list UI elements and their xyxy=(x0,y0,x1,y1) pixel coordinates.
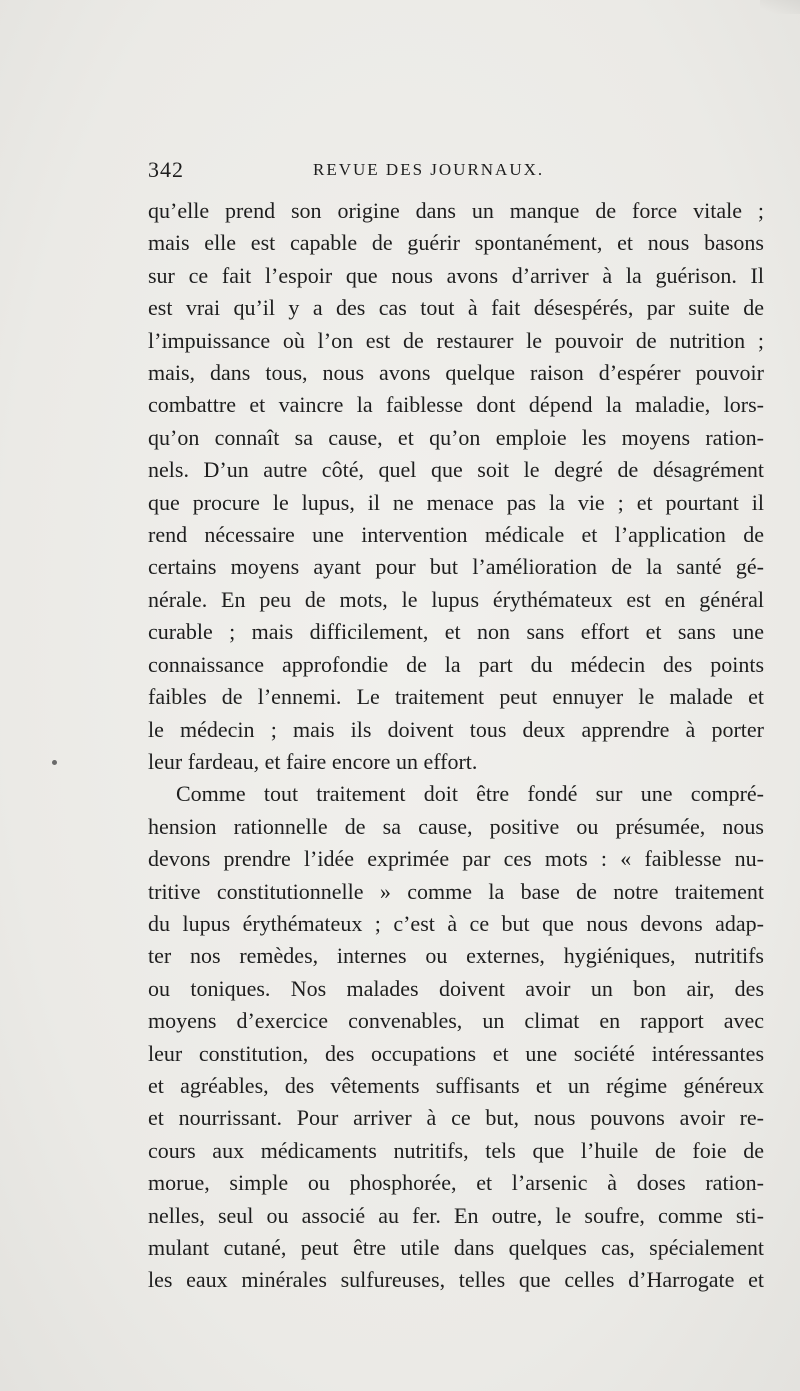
text-line: qu’on connaît sa cause, et qu’on emploie les moyens ration- xyxy=(148,424,764,450)
text-line: est vrai qu’il y a des cas tout à fait désespérés, par suite de xyxy=(148,295,764,321)
page-header xyxy=(148,157,762,187)
text-line: cours aux médicaments nutritifs, tels que l’huile de foie de xyxy=(148,1137,764,1163)
text-line: moyens d’exercice convenables, un climat en rapport avec xyxy=(148,1008,764,1034)
text-line: qu’elle prend son origine dans un manque de force vitale ; xyxy=(148,198,764,223)
text-line: l’impuissance où l’on est de restaurer le pouvoir de nutrition ; xyxy=(148,327,764,353)
text-line: nelles, seul ou associé au fer. En outre, le soufre, comme sti- xyxy=(148,1202,764,1228)
text-line: curable ; mais difficilement, et non sans effort et sans une xyxy=(148,619,764,645)
text-line: connaissance approfondie de la part du médecin des points xyxy=(148,651,764,677)
text-line: devons prendre l’idée exprimée par ces mots : « faiblesse nu- xyxy=(148,846,764,872)
text-line: rend nécessaire une intervention médicale et l’application de xyxy=(148,522,764,548)
text-line: mulant cutané, peut être utile dans quelques cas, spécialement xyxy=(148,1235,764,1260)
text-line: que procure le lupus, il ne menace pas la vie ; et pourtant il xyxy=(148,489,764,515)
text-line: et nourrissant. Pour arriver à ce but, nous pouvons avoir re- xyxy=(148,1105,764,1131)
text-line: nérale. En peu de mots, le lupus érythémateux est en général xyxy=(148,586,764,612)
text-line: le médecin ; mais ils doivent tous deux apprendre à porter xyxy=(148,716,764,742)
text-line: leur fardeau, et faire encore un effort. xyxy=(148,748,478,774)
text-line: Comme tout traitement doit être fondé sur une compré- xyxy=(176,781,764,807)
text-line: combattre et vaincre la faiblesse dont dépend la maladie, lors- xyxy=(148,392,764,418)
text-line: certains moyens ayant pour but l’amélioration de la santé gé- xyxy=(148,554,764,580)
body-text xyxy=(148,195,764,1297)
paragraph-2 xyxy=(148,778,764,1297)
text-line: du lupus érythémateux ; c’est à ce but que nous devons adap- xyxy=(148,910,764,936)
running-head: REVUE DES JOURNAUX. xyxy=(313,160,545,179)
page-number: 342 xyxy=(148,157,184,182)
text-line: leur constitution, des occupations et une société intéressantes xyxy=(148,1040,764,1066)
page-corner-shadow xyxy=(760,0,800,14)
text-line: et agréables, des vêtements suffisants et un régime généreux xyxy=(148,1072,764,1098)
text-line: tritive constitutionnelle » comme la base de notre traitement xyxy=(148,878,764,904)
text-line: ter nos remèdes, internes ou externes, hygiéniques, nutritifs xyxy=(148,943,764,969)
text-line: morue, simple ou phosphorée, et l’arsenic à doses ration- xyxy=(148,1170,764,1196)
text-line: faibles de l’ennemi. Le traitement peut ennuyer le malade et xyxy=(148,684,764,710)
text-line: nels. D’un autre côté, quel que soit le degré de désagrément xyxy=(148,457,764,483)
text-line: les eaux minérales sulfureuses, telles que celles d’Harrogate et xyxy=(148,1267,764,1293)
text-line: mais, dans tous, nous avons quelque raison d’espérer pouvoir xyxy=(148,360,764,386)
text-line: sur ce fait l’espoir que nous avons d’arriver à la guérison. Il xyxy=(148,262,764,288)
text-line: mais elle est capable de guérir spontanément, et nous basons xyxy=(148,230,764,256)
margin-dot xyxy=(52,760,57,765)
paragraph-1 xyxy=(148,195,764,778)
text-line: ou toniques. Nos malades doivent avoir un bon air, des xyxy=(148,975,764,1001)
text-line: hension rationnelle de sa cause, positive ou présumée, nous xyxy=(148,813,764,839)
